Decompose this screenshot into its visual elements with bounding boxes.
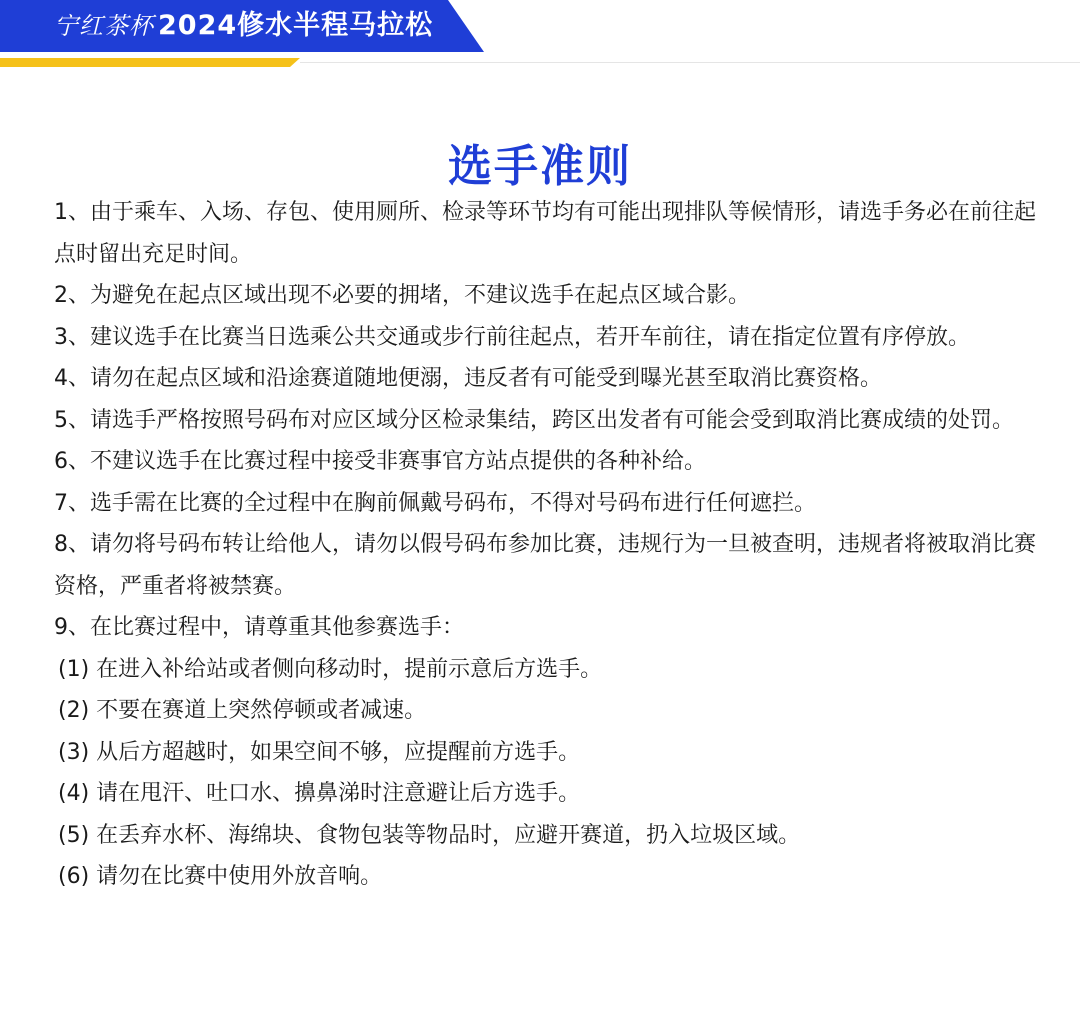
- rule-item: 9、在比赛过程中，请尊重其他参赛选手：: [54, 615, 464, 640]
- sub-rule-item: (6) 请勿在比赛中使用外放音响。: [58, 864, 383, 889]
- rule-item: 6、不建议选手在比赛过程中接受非赛事官方站点提供的各种补给。: [54, 449, 706, 474]
- banner-title: [54, 8, 433, 44]
- page-title: 选手准则: [448, 141, 632, 193]
- rule-item: 7、选手需在比赛的全过程中在胸前佩戴号码布，不得对号码布进行任何遮拦。: [54, 490, 816, 516]
- rules-list: [54, 192, 1044, 898]
- sub-rule-item: (3) 从后方超越时，如果空间不够，应提醒前方选手。: [58, 739, 581, 765]
- sub-rule-item: (5) 在丢弃水杯、海绵块、食物包装等物品时，应避开赛道，扔入垃圾区域。: [58, 822, 801, 848]
- rule-item: 8、请勿将号码布转让给他人，请勿以假号码布参加比赛，违规行为一旦被查明，违规者将被取消比赛资格，严重者将被禁赛。: [54, 532, 1037, 599]
- header-banner: [0, 0, 1080, 70]
- sub-rule-item: (2) 不要在赛道上突然停顿或者减速。: [58, 698, 427, 723]
- banner-yellow-stripe: [0, 58, 300, 67]
- event-name: 2024修水半程马拉松: [158, 10, 434, 41]
- rule-item: 4、请勿在起点区域和沿途赛道随地便溺，违反者有可能受到曝光甚至取消比赛资格。: [54, 366, 882, 391]
- rule-item: 1、由于乘车、入场、存包、使用厕所、检录等环节均有可能出现排队等候情形，请选手务必在前往起点时留出充足时间。: [54, 200, 1037, 267]
- banner-divider: [300, 62, 1080, 63]
- sub-rule-item: (1) 在进入补给站或者侧向移动时，提前示意后方选手。: [58, 656, 603, 682]
- rule-item: 5、请选手严格按照号码布对应区域分区检录集结，跨区出发者有可能会受到取消比赛成绩的处罚。: [54, 407, 1015, 433]
- sub-rule-item: (4) 请在甩汗、吐口水、擤鼻涕时注意避让后方选手。: [58, 781, 581, 806]
- brand-logo-text: 宁红茶杯: [54, 12, 154, 40]
- rule-item: 3、建议选手在比赛当日选乘公共交通或步行前往起点，若开车前往，请在指定位置有序停放。: [54, 324, 971, 350]
- rule-item: 2、为避免在起点区域出现不必要的拥堵，不建议选手在起点区域合影。: [54, 283, 750, 308]
